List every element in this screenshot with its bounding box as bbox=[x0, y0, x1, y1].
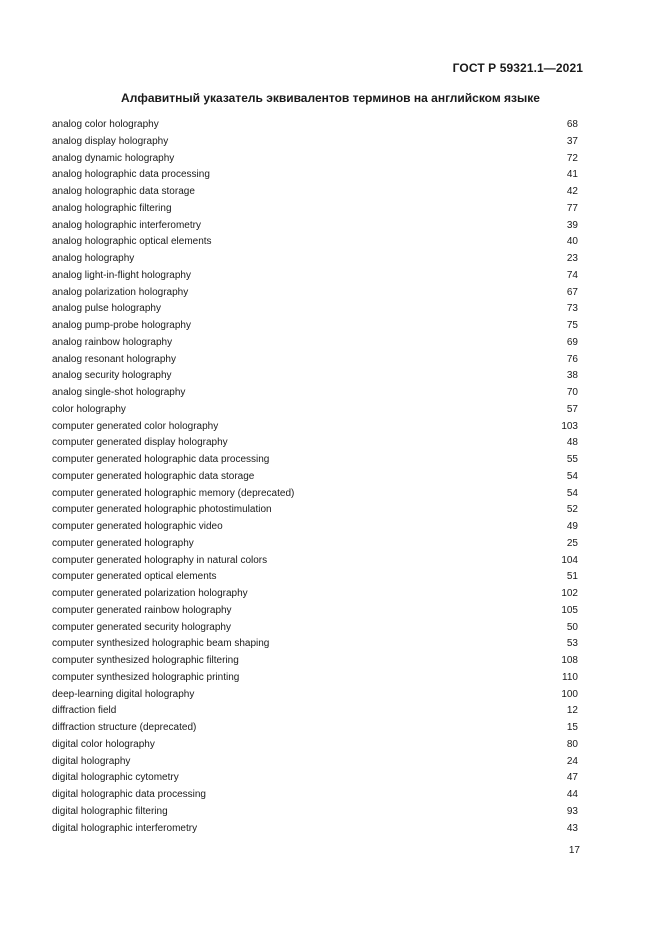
index-page-ref: 40 bbox=[566, 236, 578, 248]
index-page-ref: 70 bbox=[566, 387, 578, 398]
index-entry bbox=[52, 218, 578, 235]
index-entry bbox=[52, 368, 578, 385]
index-entry bbox=[52, 821, 578, 838]
index-entry bbox=[52, 519, 578, 536]
index-entry bbox=[52, 352, 578, 369]
index-page-ref: 72 bbox=[566, 152, 578, 164]
index-page-ref: 54 bbox=[566, 470, 578, 482]
index-entry bbox=[52, 787, 578, 804]
index-entry bbox=[52, 419, 578, 436]
index-page-ref: 15 bbox=[566, 722, 578, 733]
index-entry bbox=[52, 586, 578, 603]
index-entry bbox=[52, 486, 578, 503]
index-entry bbox=[52, 553, 578, 570]
index-page-ref: 51 bbox=[566, 571, 578, 583]
index-entry bbox=[52, 234, 578, 251]
index-term: diffraction field bbox=[52, 705, 117, 717]
index-page-ref: 67 bbox=[566, 286, 578, 298]
index-entry bbox=[52, 251, 578, 268]
index-title: Алфавитный указатель эквивалентов терминов на английском языке bbox=[121, 91, 540, 105]
index-term: analog light-in-flight holography bbox=[52, 269, 191, 281]
index-entry bbox=[52, 703, 578, 720]
index-page-ref: 50 bbox=[566, 621, 578, 633]
index-entry bbox=[52, 620, 578, 637]
index-term: computer generated color holography bbox=[52, 420, 219, 432]
index-term: computer generated security holography bbox=[52, 621, 231, 633]
index-entry bbox=[52, 770, 578, 787]
index-term: digital holography bbox=[52, 755, 131, 767]
index-entry bbox=[52, 385, 578, 402]
index-page-ref: 104 bbox=[561, 554, 578, 566]
index-entry bbox=[52, 318, 578, 335]
index-entry bbox=[52, 536, 578, 553]
index-page-ref: 100 bbox=[561, 688, 578, 700]
index-term: computer generated display holography bbox=[52, 437, 228, 449]
index-entry bbox=[52, 469, 578, 486]
index-term: color holography bbox=[52, 403, 126, 415]
index-page-ref: 55 bbox=[566, 454, 578, 465]
index-term: analog resonant holography bbox=[52, 353, 176, 365]
index-page-ref: 47 bbox=[566, 772, 578, 784]
index-entry bbox=[52, 301, 578, 318]
index-term: analog holographic optical elements bbox=[52, 236, 212, 248]
index-entry bbox=[52, 117, 578, 134]
index-page-ref: 12 bbox=[566, 705, 578, 717]
index-term: analog polarization holography bbox=[52, 286, 189, 298]
index-page-ref: 44 bbox=[566, 789, 578, 800]
index-term: computer generated holographic data processing bbox=[52, 454, 270, 465]
index-term: computer generated holographic video bbox=[52, 521, 223, 532]
index-page-ref: 42 bbox=[566, 186, 578, 197]
index-entry bbox=[52, 435, 578, 452]
index-entry bbox=[52, 134, 578, 151]
index-page-ref: 53 bbox=[566, 638, 578, 650]
index-entry bbox=[52, 720, 578, 737]
index-entry bbox=[52, 151, 578, 168]
index-page-ref: 108 bbox=[561, 655, 578, 666]
index-term: analog holographic data processing bbox=[52, 169, 210, 181]
index-entry bbox=[52, 569, 578, 586]
index-page-ref: 80 bbox=[566, 738, 578, 750]
index-entry bbox=[52, 804, 578, 821]
index-page-ref: 76 bbox=[566, 353, 578, 365]
index-term: deep-learning digital holography bbox=[52, 688, 195, 700]
index-term: digital holographic data processing bbox=[52, 789, 206, 800]
index-term: computer generated optical elements bbox=[52, 571, 217, 583]
index-entry bbox=[52, 268, 578, 285]
index-term: computer generated holographic photostimulation bbox=[52, 504, 272, 516]
index-term: computer synthesized holographic printing bbox=[52, 671, 240, 683]
index-term: digital color holography bbox=[52, 738, 155, 750]
index-term: analog holographic interferometry bbox=[52, 219, 201, 231]
index-entry bbox=[52, 335, 578, 352]
index-entry bbox=[52, 754, 578, 771]
index-term: analog pump-probe holography bbox=[52, 320, 191, 331]
index-page-ref: 105 bbox=[561, 604, 578, 616]
index-term: computer generated holographic memory (deprecated) bbox=[52, 487, 295, 499]
index-term: analog security holography bbox=[52, 370, 172, 382]
index-term: computer synthesized holographic beam shaping bbox=[52, 638, 270, 650]
index-term: analog single-shot holography bbox=[52, 387, 186, 398]
page-number: 17 bbox=[568, 845, 580, 856]
index-page-ref: 39 bbox=[566, 219, 578, 231]
index-page-ref: 54 bbox=[566, 487, 578, 499]
index-term: analog holographic data storage bbox=[52, 186, 195, 197]
index-term: analog pulse holography bbox=[52, 303, 161, 315]
index-page-ref: 52 bbox=[566, 504, 578, 516]
index-entry bbox=[52, 402, 578, 419]
index-entry bbox=[52, 636, 578, 653]
index-page-ref: 38 bbox=[566, 370, 578, 382]
index-term: computer generated holography bbox=[52, 537, 194, 549]
index-page-ref: 69 bbox=[566, 336, 578, 348]
index-term: analog dynamic holography bbox=[52, 152, 175, 164]
index-list bbox=[52, 117, 578, 837]
index-page-ref: 25 bbox=[566, 537, 578, 549]
index-term: computer generated holographic data storage bbox=[52, 470, 255, 482]
index-term: analog rainbow holography bbox=[52, 336, 173, 348]
index-page-ref: 102 bbox=[561, 588, 578, 599]
index-page-ref: 41 bbox=[566, 169, 578, 181]
index-term: analog color holography bbox=[52, 119, 159, 130]
index-term: analog display holography bbox=[52, 135, 169, 147]
index-term: digital holographic filtering bbox=[52, 805, 168, 817]
index-page-ref: 48 bbox=[566, 437, 578, 449]
index-entry bbox=[52, 737, 578, 754]
index-entry bbox=[52, 603, 578, 620]
index-entry bbox=[52, 502, 578, 519]
index-entry bbox=[52, 184, 578, 201]
index-page-ref: 73 bbox=[566, 303, 578, 315]
index-page-ref: 68 bbox=[566, 119, 578, 130]
index-term: analog holography bbox=[52, 253, 135, 264]
index-page-ref: 57 bbox=[566, 403, 578, 415]
index-term: digital holographic cytometry bbox=[52, 772, 179, 784]
index-term: diffraction structure (deprecated) bbox=[52, 722, 197, 733]
index-term: analog holographic filtering bbox=[52, 202, 172, 214]
index-page-ref: 103 bbox=[561, 420, 578, 432]
index-entry bbox=[52, 167, 578, 184]
index-page-ref: 93 bbox=[566, 805, 578, 817]
index-term: computer generated polarization holography bbox=[52, 588, 248, 599]
document-code: ГОСТ Р 59321.1—2021 bbox=[452, 61, 583, 75]
index-page-ref: 77 bbox=[566, 202, 578, 214]
index-entry bbox=[52, 670, 578, 687]
index-term: computer generated holography in natural colors bbox=[52, 554, 268, 566]
index-page-ref: 75 bbox=[566, 320, 578, 331]
index-page-ref: 24 bbox=[566, 755, 578, 767]
index-term: digital holographic interferometry bbox=[52, 822, 198, 834]
index-entry bbox=[52, 201, 578, 218]
index-entry bbox=[52, 285, 578, 302]
index-term: computer generated rainbow holography bbox=[52, 604, 232, 616]
index-page-ref: 43 bbox=[566, 822, 578, 834]
index-entry bbox=[52, 653, 578, 670]
index-entry bbox=[52, 452, 578, 469]
index-entry bbox=[52, 687, 578, 704]
index-page-ref: 23 bbox=[566, 253, 578, 264]
index-page-ref: 110 bbox=[562, 671, 578, 683]
index-page-ref: 37 bbox=[566, 135, 578, 147]
index-page-ref: 49 bbox=[566, 521, 578, 532]
index-term: computer synthesized holographic filtering bbox=[52, 655, 239, 666]
index-page-ref: 74 bbox=[566, 269, 578, 281]
